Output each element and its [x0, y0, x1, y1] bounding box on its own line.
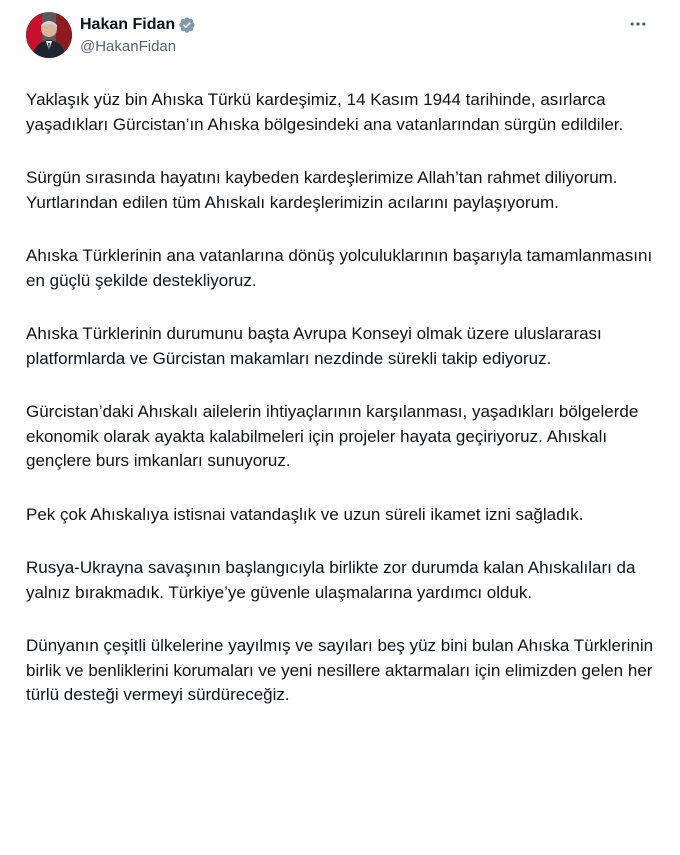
tweet-paragraph-4: Ahıska Türklerinin durumunu başta Avrupa Konseyi olmak üzere uluslararası platformlarda ve Gürcistan makamları nezdinde sürekli takip ediyoruz.	[26, 324, 602, 368]
tweet-paragraph-2: Sürgün sırasında hayatını kaybeden kardeşlerimize Allah’tan rahmet diliyorum. Yurtlarından edilen tüm Ahıskalı kardeşlerimizin acılarını paylaşıyorum.	[26, 168, 618, 212]
tweet-text	[26, 88, 666, 708]
name-row	[80, 15, 196, 35]
display-name[interactable]: Hakan Fidan	[80, 16, 176, 33]
author-handle[interactable]: @HakanFidan	[80, 38, 177, 55]
more-horizontal-icon	[628, 14, 648, 34]
tweet-paragraph-6: Pek çok Ahıskalıya istisnai vatandaşlık ve uzun süreli ikamet izni sağladık.	[26, 504, 584, 524]
tweet-paragraph-3: Ahıska Türklerinin ana vatanlarına dönüş yolculuklarının başarıyla tamamlanmasını en güçlü şekilde destekliyoruz.	[26, 246, 653, 290]
verified-badge-icon[interactable]	[178, 16, 196, 34]
tweet-paragraph-8: Dünyanın çeşitli ülkelerine yayılmış ve sayıları beş yüz bini bulan Ahıska Türklerinin birlik ve benliklerini korumaları ve yeni nesillere aktarmaları için elimizden gelen her türlü desteği vermeyi sürdüreceğiz.	[26, 636, 654, 704]
tweet-paragraph-5: Gürcistan’daki Ahıskalı ailelerin ihtiyaçlarının karşılanması, yaşadıkları bölgelerde ekonomik olarak ayakta kalabilmeleri için projeler hayata geçiriyoruz. Ahıskalı gençlere burs imkanları sunuyoruz.	[26, 402, 639, 470]
more-options-button[interactable]	[626, 12, 650, 36]
profile-photo-icon	[26, 12, 72, 58]
tweet-header	[26, 12, 664, 70]
author-names	[80, 15, 196, 55]
tweet-paragraph-7: Rusya-Ukrayna savaşının başlangıcıyla birlikte zor durumda kalan Ahıskalıları da yalnız bırakmadık. Türkiye’ye güvenle ulaşmalarına yardımcı olduk.	[26, 558, 636, 602]
tweet-paragraph-1: Yaklaşık yüz bin Ahıska Türkü kardeşimiz, 14 Kasım 1944 tarihinde, asırlarca yaşadıkları Gürcistan’ın Ahıska bölgesindeki ana vatanlarından sürgün edildiler.	[26, 90, 624, 134]
avatar[interactable]	[26, 12, 72, 58]
